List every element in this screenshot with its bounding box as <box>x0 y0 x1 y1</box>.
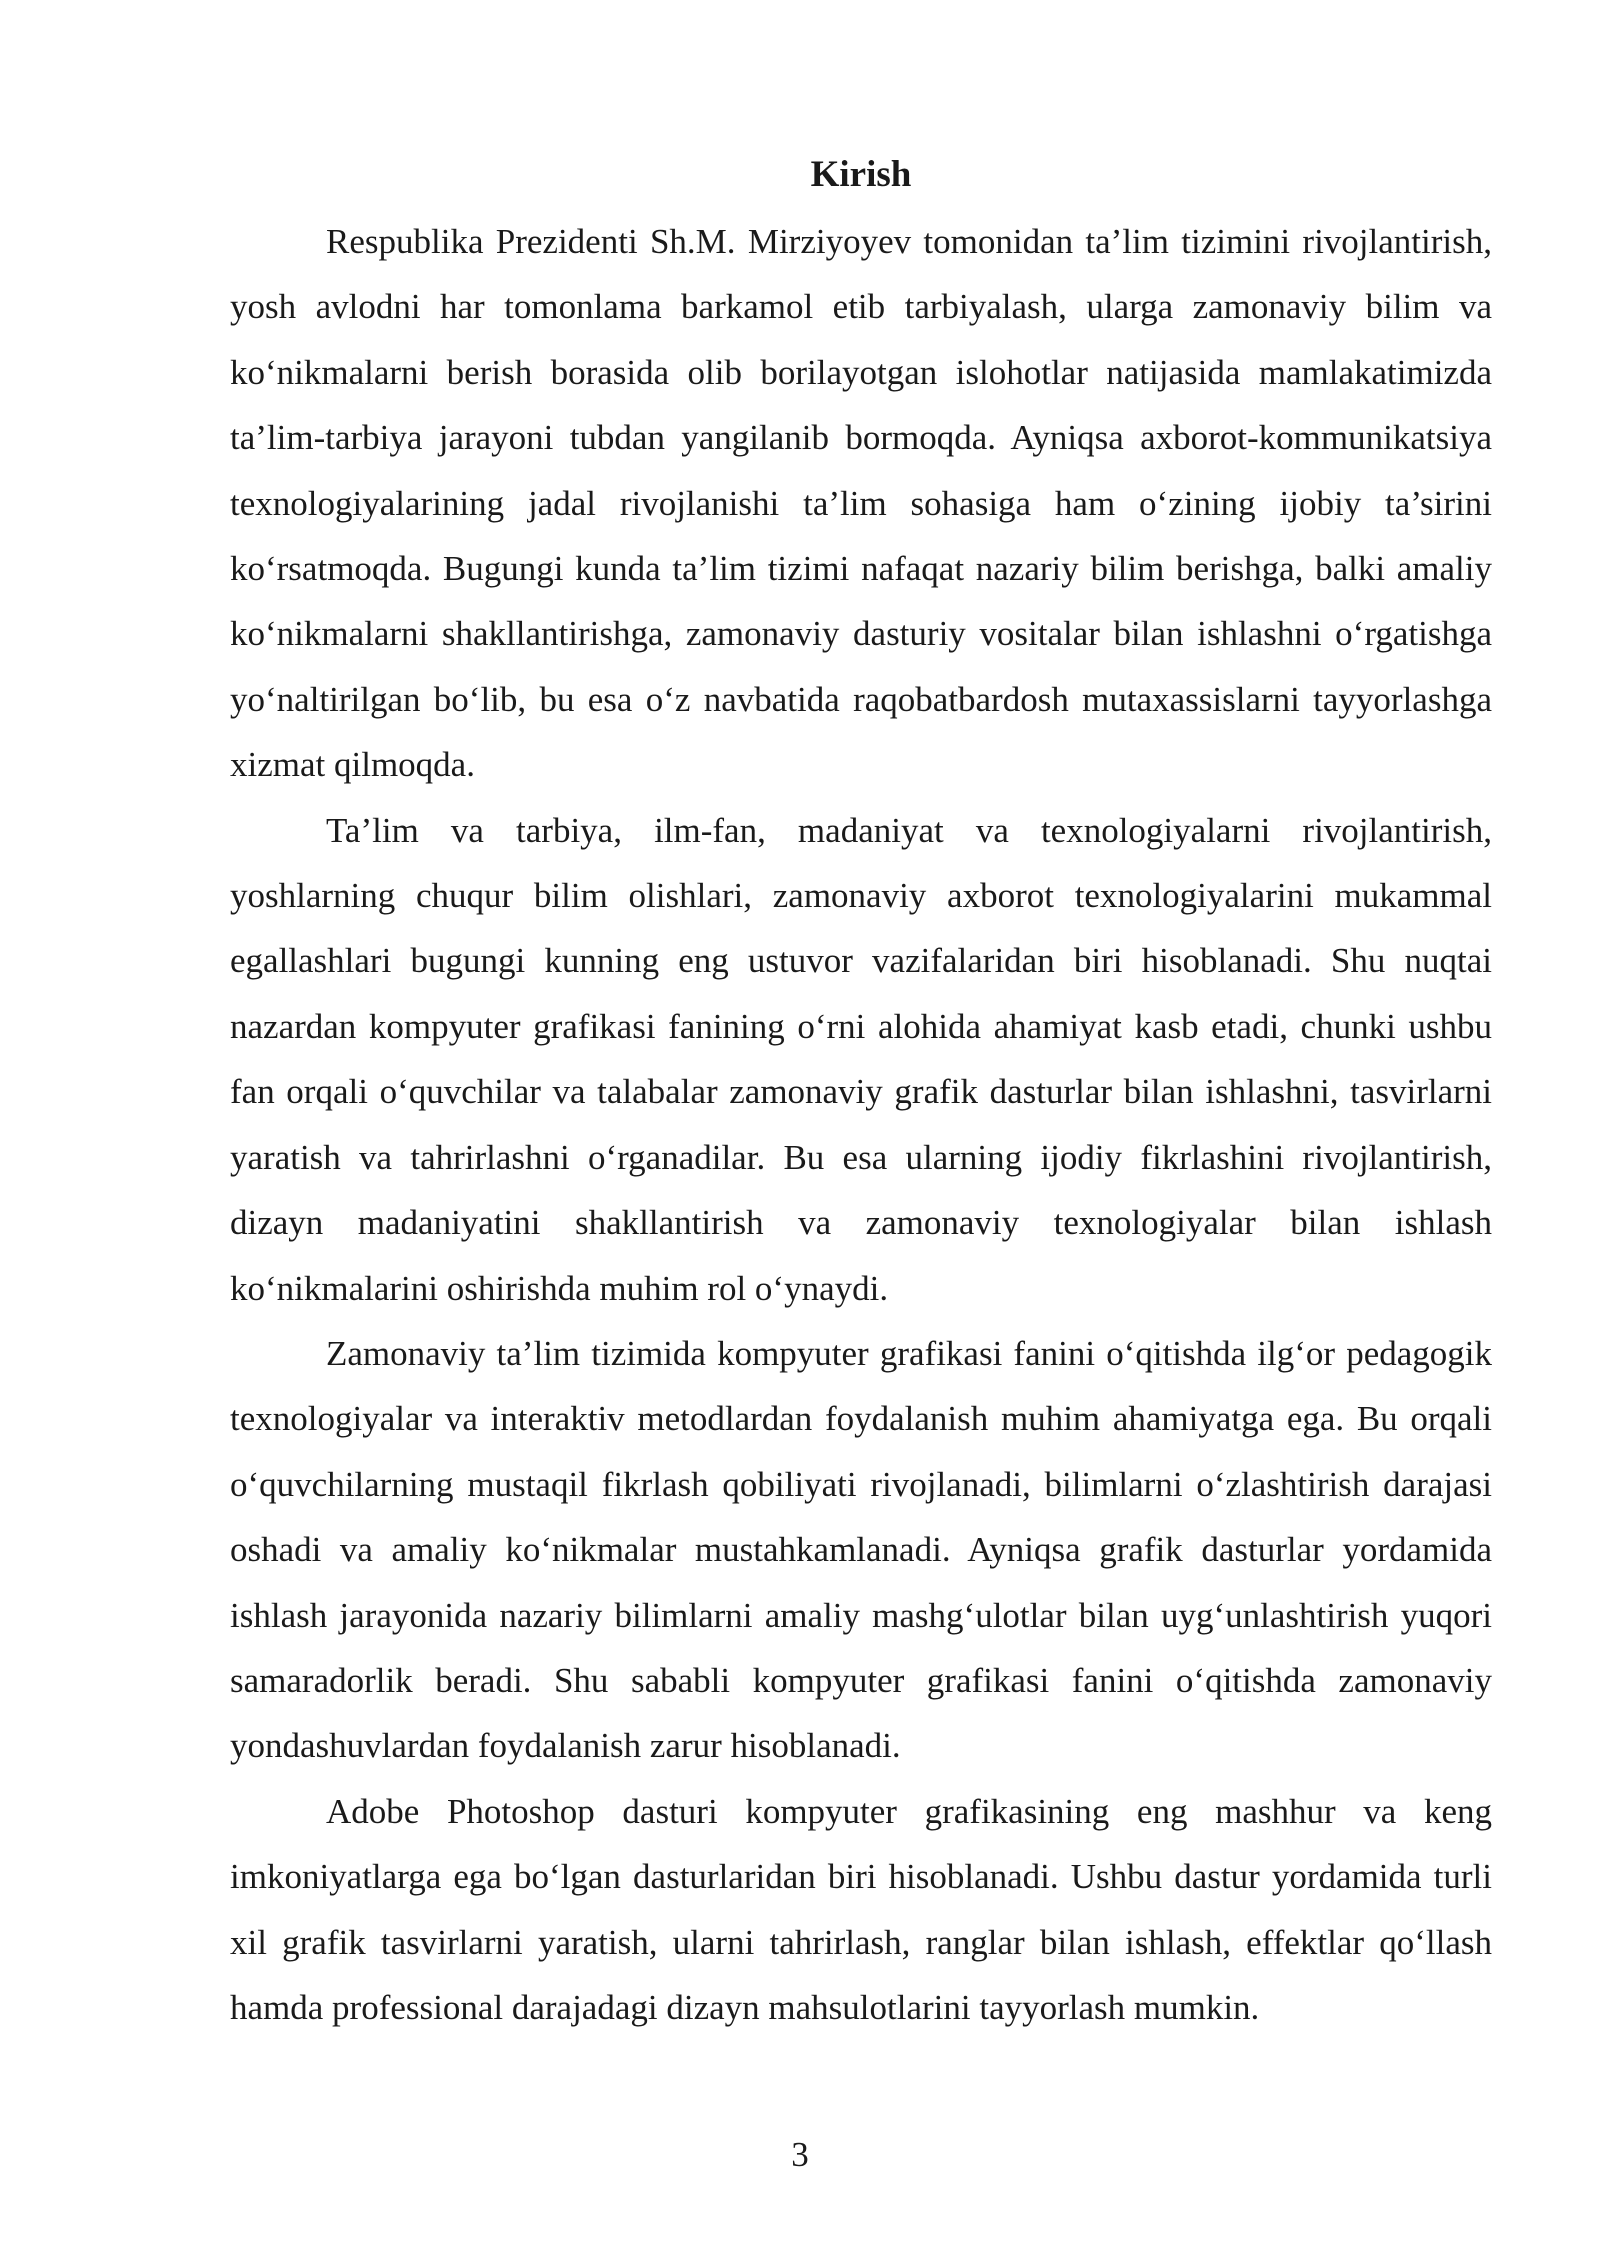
body-paragraph: Respublika Prezidenti Sh.M. Mirziyoyev tomonidan ta’lim tizimini rivojlantirish, yosh avlodni har tomonlama barkamol etib tarbiyalash, ularga zamonaviy bilim va ko‘nikmalarni berish borasida olib borilayotgan islohotlar natijasida mamlakatimizda ta’lim-tarbiya jarayoni tubdan yangilanib bormoqda. Ayniqsa axborot-kommunikatsiya texnologiyalarining jadal rivojlanishi ta’lim sohasiga ham o‘zining ijobiy ta’sirini ko‘rsatmoqda. Bugungi kunda ta’lim tizimi nafaqat nazariy bilim berishga, balki amaliy ko‘nikmalarni shakllantirishga, zamonaviy dasturiy vositalar bilan ishlashni o‘rgatishga yo‘naltirilgan bo‘lib, bu esa o‘z navbatida raqobatbardosh mutaxassislarni tayyorlashga xizmat qilmoqda. <box>230 222 1492 785</box>
body-paragraph: Ta’lim va tarbiya, ilm-fan, madaniyat va texnologiyalarni rivojlantirish, yoshlarning chuqur bilim olishlari, zamonaviy axborot texnologiyalarini mukammal egallashlari bugungi kunning eng ustuvor vazifalaridan biri hisoblanadi. Shu nuqtai nazardan kompyuter grafikasi fanining o‘rni alohida ahamiyat kasb etadi, chunki ushbu fan orqali o‘quvchilar va talabalar zamonaviy grafik dasturlar bilan ishlashni, tasvirlarni yaratish va tahrirlashni o‘rganadilar. Bu esa ularning ijodiy fikrlashini rivojlantirish, dizayn madaniyatini shakllantirish va zamonaviy texnologiyalar bilan ishlash ko‘nikmalarini oshirishda muhim rol o‘ynaydi. <box>230 810 1492 1308</box>
body-paragraph: Adobe Photoshop dasturi kompyuter grafikasining eng mashhur va keng imkoniyatlarga ega bo‘lgan dasturlaridan biri hisoblanadi. Ushbu dastur yordamida turli xil grafik tasvirlarni yaratish, ularni tahrirlash, ranglar bilan ishlash, effektlar qo‘llash hamda professional darajadagi dizayn mahsulotlarini tayyorlash mumkin. <box>230 1791 1492 2027</box>
page-number: 3 <box>791 2135 809 2174</box>
page-content <box>230 145 1492 2040</box>
page-title: Kirish <box>810 154 912 195</box>
body-paragraph: Zamonaviy ta’lim tizimida kompyuter grafikasi fanini o‘qitishda ilg‘or pedagogik texnologiyalar va interaktiv metodlardan foydalanish muhim ahamiyatga ega. Bu orqali o‘quvchilarning mustaqil fikrlash qobiliyati rivojlanadi, bilimlarni o‘zlashtirish darajasi oshadi va amaliy ko‘nikmalar mustahkamlanadi. Ayniqsa grafik dasturlar yordamida ishlash jarayonida nazariy bilimlarni amaliy mashg‘ulotlar bilan uyg‘unlashtirish yuqori samaradorlik beradi. Shu sababli kompyuter grafikasi fanini o‘qitishda zamonaviy yondashuvlardan foydalanish zarur hisoblanadi. <box>230 1333 1492 1766</box>
